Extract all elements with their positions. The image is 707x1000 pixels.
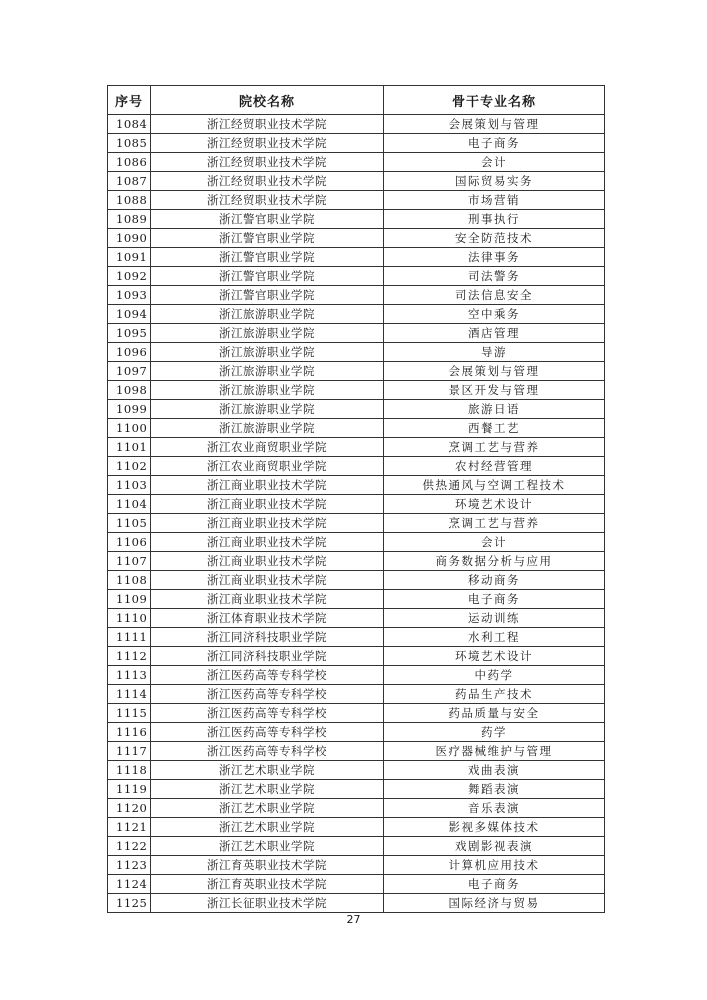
- major-name-cell: 国际经济与贸易: [384, 894, 605, 913]
- major-name-cell: 酒店管理: [384, 324, 605, 343]
- table-row: [108, 533, 605, 552]
- table-row: [108, 438, 605, 457]
- table-row: [108, 590, 605, 609]
- table-row: [108, 476, 605, 495]
- major-name-cell: 计算机应用技术: [384, 856, 605, 875]
- major-name-cell: 中药学: [384, 666, 605, 685]
- table-row: [108, 324, 605, 343]
- school-name-cell: 浙江育英职业技术学院: [151, 875, 384, 894]
- table-row: [108, 343, 605, 362]
- school-name-cell: 浙江商业职业技术学院: [151, 476, 384, 495]
- table-row: [108, 552, 605, 571]
- seq-cell: 1084: [108, 115, 151, 134]
- seq-cell: 1111: [108, 628, 151, 647]
- header-row: [108, 86, 605, 115]
- major-name-cell: 电子商务: [384, 590, 605, 609]
- table-header: [108, 86, 605, 115]
- school-name-cell: 浙江警官职业学院: [151, 248, 384, 267]
- major-name-cell: 刑事执行: [384, 210, 605, 229]
- school-name-cell: 浙江警官职业学院: [151, 210, 384, 229]
- seq-cell: 1118: [108, 761, 151, 780]
- school-name-cell: 浙江商业职业技术学院: [151, 533, 384, 552]
- seq-cell: 1119: [108, 780, 151, 799]
- major-name-cell: 旅游日语: [384, 400, 605, 419]
- major-name-cell: 导游: [384, 343, 605, 362]
- major-name-cell: 电子商务: [384, 134, 605, 153]
- table-row: [108, 647, 605, 666]
- major-name-cell: 安全防范技术: [384, 229, 605, 248]
- table-row: [108, 267, 605, 286]
- major-name-cell: 景区开发与管理: [384, 381, 605, 400]
- seq-cell: 1117: [108, 742, 151, 761]
- major-name-cell: 药品质量与安全: [384, 704, 605, 723]
- school-name-cell: 浙江育英职业技术学院: [151, 856, 384, 875]
- table-row: [108, 761, 605, 780]
- table-row: [108, 875, 605, 894]
- table-row: [108, 666, 605, 685]
- school-name-cell: 浙江旅游职业学院: [151, 305, 384, 324]
- table-row: [108, 362, 605, 381]
- table-row: [108, 305, 605, 324]
- school-name-cell: 浙江旅游职业学院: [151, 419, 384, 438]
- major-name-cell: 西餐工艺: [384, 419, 605, 438]
- table-row: [108, 742, 605, 761]
- school-name-cell: 浙江艺术职业学院: [151, 837, 384, 856]
- table-row: [108, 894, 605, 913]
- school-name-cell: 浙江商业职业技术学院: [151, 495, 384, 514]
- table-row: [108, 229, 605, 248]
- school-name-cell: 浙江经贸职业技术学院: [151, 134, 384, 153]
- table-row: [108, 837, 605, 856]
- table-row: [108, 172, 605, 191]
- school-name-cell: 浙江商业职业技术学院: [151, 571, 384, 590]
- seq-cell: 1106: [108, 533, 151, 552]
- seq-cell: 1097: [108, 362, 151, 381]
- seq-cell: 1098: [108, 381, 151, 400]
- table-row: [108, 286, 605, 305]
- seq-cell: 1110: [108, 609, 151, 628]
- major-name-cell: 会计: [384, 533, 605, 552]
- seq-cell: 1092: [108, 267, 151, 286]
- school-name-cell: 浙江艺术职业学院: [151, 818, 384, 837]
- table-body: [108, 115, 605, 913]
- major-name-cell: 舞蹈表演: [384, 780, 605, 799]
- seq-cell: 1107: [108, 552, 151, 571]
- seq-cell: 1104: [108, 495, 151, 514]
- seq-cell: 1087: [108, 172, 151, 191]
- seq-cell: 1099: [108, 400, 151, 419]
- page-number: 27: [346, 913, 361, 926]
- school-name-cell: 浙江商业职业技术学院: [151, 514, 384, 533]
- school-name-cell: 浙江医药高等专科学校: [151, 704, 384, 723]
- major-name-cell: 电子商务: [384, 875, 605, 894]
- major-name-cell: 水利工程: [384, 628, 605, 647]
- major-name-cell: 药品生产技术: [384, 685, 605, 704]
- school-name-cell: 浙江艺术职业学院: [151, 799, 384, 818]
- major-name-cell: 供热通风与空调工程技术: [384, 476, 605, 495]
- seq-cell: 1125: [108, 894, 151, 913]
- seq-cell: 1090: [108, 229, 151, 248]
- seq-cell: 1095: [108, 324, 151, 343]
- seq-cell: 1120: [108, 799, 151, 818]
- major-name-cell: 戏剧影视表演: [384, 837, 605, 856]
- school-name-cell: 浙江旅游职业学院: [151, 362, 384, 381]
- table-row: [108, 856, 605, 875]
- major-name-cell: 运动训练: [384, 609, 605, 628]
- seq-cell: 1086: [108, 153, 151, 172]
- school-name-cell: 浙江经贸职业技术学院: [151, 153, 384, 172]
- major-name-cell: 会计: [384, 153, 605, 172]
- seq-cell: 1115: [108, 704, 151, 723]
- header-school: 院校名称: [151, 86, 384, 115]
- seq-cell: 1116: [108, 723, 151, 742]
- seq-cell: 1094: [108, 305, 151, 324]
- school-name-cell: 浙江医药高等专科学校: [151, 685, 384, 704]
- school-name-cell: 浙江同济科技职业学院: [151, 628, 384, 647]
- seq-cell: 1102: [108, 457, 151, 476]
- school-name-cell: 浙江经贸职业技术学院: [151, 172, 384, 191]
- school-name-cell: 浙江旅游职业学院: [151, 324, 384, 343]
- table-row: [108, 628, 605, 647]
- seq-cell: 1124: [108, 875, 151, 894]
- major-name-cell: 市场营销: [384, 191, 605, 210]
- table-row: [108, 134, 605, 153]
- table-row: [108, 419, 605, 438]
- seq-cell: 1114: [108, 685, 151, 704]
- major-name-cell: 商务数据分析与应用: [384, 552, 605, 571]
- major-name-cell: 法律事务: [384, 248, 605, 267]
- school-name-cell: 浙江艺术职业学院: [151, 761, 384, 780]
- seq-cell: 1105: [108, 514, 151, 533]
- seq-cell: 1108: [108, 571, 151, 590]
- school-name-cell: 浙江农业商贸职业学院: [151, 457, 384, 476]
- major-name-cell: 环境艺术设计: [384, 495, 605, 514]
- seq-cell: 1089: [108, 210, 151, 229]
- school-name-cell: 浙江警官职业学院: [151, 267, 384, 286]
- majors-table: [107, 85, 605, 913]
- school-name-cell: 浙江医药高等专科学校: [151, 742, 384, 761]
- school-name-cell: 浙江经贸职业技术学院: [151, 191, 384, 210]
- school-name-cell: 浙江警官职业学院: [151, 229, 384, 248]
- seq-cell: 1123: [108, 856, 151, 875]
- major-name-cell: 农村经营管理: [384, 457, 605, 476]
- seq-cell: 1096: [108, 343, 151, 362]
- seq-cell: 1122: [108, 837, 151, 856]
- major-name-cell: 国际贸易实务: [384, 172, 605, 191]
- table-row: [108, 191, 605, 210]
- seq-cell: 1101: [108, 438, 151, 457]
- seq-cell: 1109: [108, 590, 151, 609]
- school-name-cell: 浙江经贸职业技术学院: [151, 115, 384, 134]
- table-row: [108, 400, 605, 419]
- seq-cell: 1088: [108, 191, 151, 210]
- major-name-cell: 会展策划与管理: [384, 115, 605, 134]
- school-name-cell: 浙江旅游职业学院: [151, 381, 384, 400]
- seq-cell: 1112: [108, 647, 151, 666]
- school-name-cell: 浙江医药高等专科学校: [151, 666, 384, 685]
- major-name-cell: 司法警务: [384, 267, 605, 286]
- table-row: [108, 495, 605, 514]
- school-name-cell: 浙江旅游职业学院: [151, 400, 384, 419]
- major-name-cell: 移动商务: [384, 571, 605, 590]
- table-row: [108, 115, 605, 134]
- major-name-cell: 空中乘务: [384, 305, 605, 324]
- seq-cell: 1091: [108, 248, 151, 267]
- major-name-cell: 医疗器械维护与管理: [384, 742, 605, 761]
- table-row: [108, 704, 605, 723]
- school-name-cell: 浙江农业商贸职业学院: [151, 438, 384, 457]
- table-row: [108, 609, 605, 628]
- major-name-cell: 音乐表演: [384, 799, 605, 818]
- table-row: [108, 457, 605, 476]
- seq-cell: 1100: [108, 419, 151, 438]
- school-name-cell: 浙江体育职业技术学院: [151, 609, 384, 628]
- school-name-cell: 浙江同济科技职业学院: [151, 647, 384, 666]
- header-major: 骨干专业名称: [384, 86, 605, 115]
- table-row: [108, 248, 605, 267]
- major-name-cell: 烹调工艺与营养: [384, 514, 605, 533]
- table-row: [108, 799, 605, 818]
- header-seq: 序号: [108, 86, 151, 115]
- school-name-cell: 浙江商业职业技术学院: [151, 590, 384, 609]
- major-name-cell: 环境艺术设计: [384, 647, 605, 666]
- table-row: [108, 381, 605, 400]
- table-row: [108, 818, 605, 837]
- seq-cell: 1113: [108, 666, 151, 685]
- major-name-cell: 烹调工艺与营养: [384, 438, 605, 457]
- table-row: [108, 780, 605, 799]
- school-name-cell: 浙江医药高等专科学校: [151, 723, 384, 742]
- school-name-cell: 浙江旅游职业学院: [151, 343, 384, 362]
- school-name-cell: 浙江商业职业技术学院: [151, 552, 384, 571]
- seq-cell: 1085: [108, 134, 151, 153]
- major-name-cell: 药学: [384, 723, 605, 742]
- major-name-cell: 影视多媒体技术: [384, 818, 605, 837]
- table-row: [108, 153, 605, 172]
- table-row: [108, 571, 605, 590]
- major-name-cell: 戏曲表演: [384, 761, 605, 780]
- seq-cell: 1121: [108, 818, 151, 837]
- seq-cell: 1103: [108, 476, 151, 495]
- table-row: [108, 723, 605, 742]
- school-name-cell: 浙江艺术职业学院: [151, 780, 384, 799]
- major-name-cell: 会展策划与管理: [384, 362, 605, 381]
- table-row: [108, 685, 605, 704]
- seq-cell: 1093: [108, 286, 151, 305]
- school-name-cell: 浙江警官职业学院: [151, 286, 384, 305]
- school-name-cell: 浙江长征职业技术学院: [151, 894, 384, 913]
- major-name-cell: 司法信息安全: [384, 286, 605, 305]
- table-row: [108, 514, 605, 533]
- table-row: [108, 210, 605, 229]
